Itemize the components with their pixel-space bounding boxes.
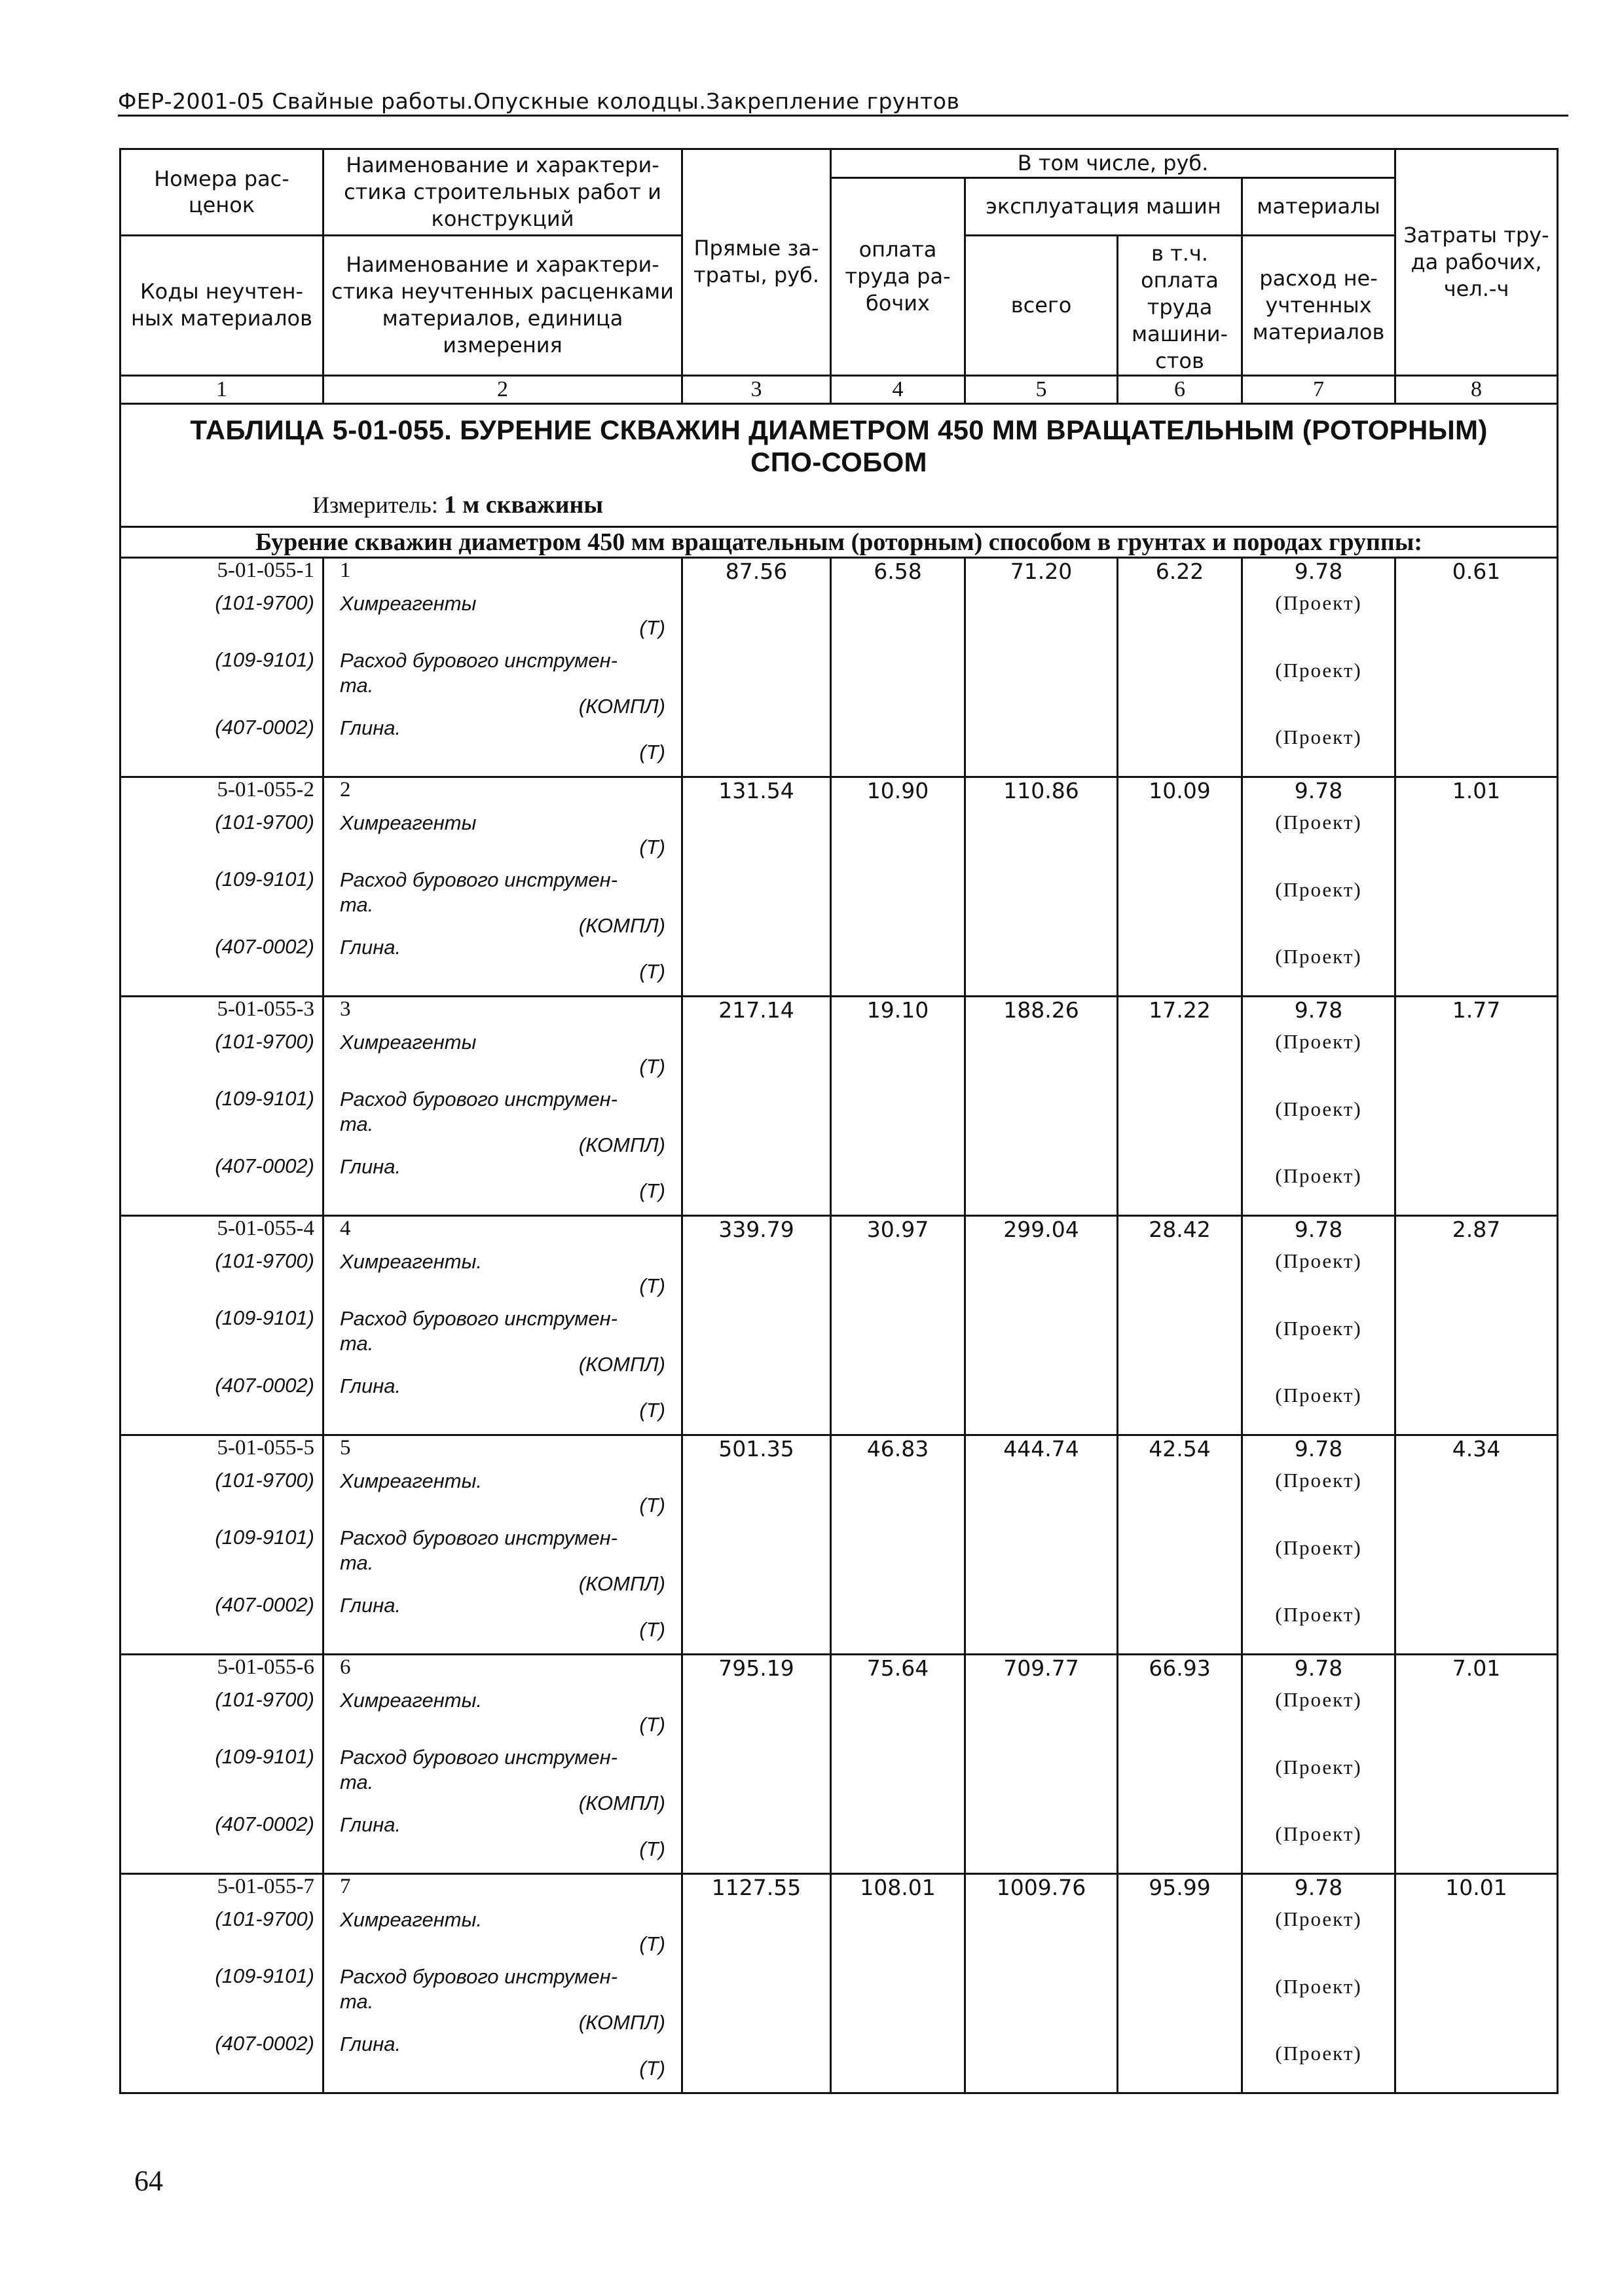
header-machines-total: всего xyxy=(965,235,1118,375)
material-unit: (Т) xyxy=(639,616,665,639)
material-name: Химреагенты xyxy=(340,591,477,615)
materials-cell xyxy=(1242,1654,1395,1873)
material-code: (407-0002) xyxy=(215,715,314,739)
materials-value: 9.78 xyxy=(1294,1216,1343,1242)
material-code: (109-9101) xyxy=(215,648,314,671)
material-unit: (Т) xyxy=(639,835,665,858)
machinist-pay-cell xyxy=(1118,1654,1242,1873)
material-name: Химреагенты. xyxy=(340,1907,483,1931)
material-unit: (КОМПЛ) xyxy=(578,1352,665,1376)
rate-code-cell xyxy=(120,777,323,996)
materials-cell xyxy=(1242,557,1395,777)
material-unit: (КОМПЛ) xyxy=(578,1791,665,1814)
labor-pay-cell xyxy=(831,996,965,1215)
material-code: (109-9101) xyxy=(215,1525,314,1549)
rate-number: 3 xyxy=(340,997,351,1021)
labor-hours-cell xyxy=(1395,1654,1558,1873)
labor-hours-cell xyxy=(1395,777,1558,996)
labor-pay-cell xyxy=(831,1873,965,2093)
machinist-pay-cell xyxy=(1118,777,1242,996)
material-project: (Проект) xyxy=(1275,944,1362,968)
labor-pay-value: 108.01 xyxy=(860,1874,936,1900)
material-name: Расход бурового инструмен-та. xyxy=(340,1306,618,1355)
column-number: 7 xyxy=(1242,375,1395,403)
labor-pay-value: 75.64 xyxy=(866,1655,929,1681)
machinist-pay-cell xyxy=(1118,1215,1242,1435)
material-unit: (Т) xyxy=(639,1712,665,1736)
material-code: (109-9101) xyxy=(215,1744,314,1768)
labor-hours-value: 2.87 xyxy=(1452,1216,1501,1242)
materials-value: 9.78 xyxy=(1294,997,1343,1023)
machinist-pay-value: 95.99 xyxy=(1149,1874,1211,1900)
page-header: ФЕР-2001-05 Свайные работы.Опускные колодцы.Закрепление грунтов xyxy=(118,88,960,114)
rate-code-cell xyxy=(120,1873,323,2093)
material-name: Глина. xyxy=(340,1813,401,1836)
machinist-pay-value: 28.42 xyxy=(1149,1216,1211,1242)
material-code: (109-9101) xyxy=(215,1086,314,1110)
header-divider xyxy=(118,115,1568,117)
machines-total-cell xyxy=(965,1654,1118,1873)
material-name: Глина. xyxy=(340,716,401,739)
labor-pay-cell xyxy=(831,557,965,777)
material-code: (101-9700) xyxy=(215,1907,314,1930)
rate-name-cell xyxy=(323,1873,682,2093)
section-title: ТАБЛИЦА 5-01-055. БУРЕНИЕ СКВАЖИН ДИАМЕТРОМ 450 ММ ВРАЩАТЕЛЬНЫМ (РОТОРНЫМ) СПО-СОБОМ xyxy=(190,414,1488,478)
machines-total-cell xyxy=(965,1215,1118,1435)
rate-code-cell xyxy=(120,1435,323,1654)
column-number: 1 xyxy=(120,375,323,403)
direct-costs-cell xyxy=(682,557,831,777)
material-project: (Проект) xyxy=(1275,658,1362,682)
machines-total-cell xyxy=(965,1873,1118,2093)
material-name: Химреагенты. xyxy=(340,1688,483,1712)
material-project: (Проект) xyxy=(1275,1822,1362,1845)
rate-name-cell xyxy=(323,996,682,1215)
rate-number: 6 xyxy=(340,1655,351,1679)
rate-name-cell xyxy=(323,557,682,777)
material-name: Глина. xyxy=(340,2032,401,2055)
machinist-pay-value: 6.22 xyxy=(1155,558,1204,584)
direct-costs-cell xyxy=(682,996,831,1215)
measure-unit-label: Измеритель: xyxy=(312,491,438,518)
labor-pay-cell xyxy=(831,777,965,996)
header-direct-costs: Прямые за-траты, руб. xyxy=(682,149,831,376)
rate-number: 2 xyxy=(340,777,351,801)
material-project: (Проект) xyxy=(1275,1974,1362,1998)
material-name: Расход бурового инструмен-та. xyxy=(340,1087,618,1135)
rate-number: 7 xyxy=(340,1874,351,1898)
machines-total-cell xyxy=(965,996,1118,1215)
labor-pay-value: 46.83 xyxy=(866,1435,929,1462)
direct-costs-cell xyxy=(682,1215,831,1435)
material-project: (Проект) xyxy=(1275,1316,1362,1340)
material-unit: (Т) xyxy=(639,1274,665,1297)
material-unit: (КОМПЛ) xyxy=(578,694,665,718)
rate-row xyxy=(120,557,1558,777)
rates-table xyxy=(119,148,1559,2094)
direct-costs-cell xyxy=(682,1873,831,2093)
material-code: (407-0002) xyxy=(215,1592,314,1616)
material-unit: (Т) xyxy=(639,959,665,983)
direct-costs-value: 501.35 xyxy=(718,1435,794,1462)
header-labor-hours: Затраты тру-да рабочих, чел.-ч xyxy=(1395,149,1558,376)
machinist-pay-value: 42.54 xyxy=(1149,1435,1211,1462)
material-code: (109-9101) xyxy=(215,1964,314,1987)
material-code: (407-0002) xyxy=(215,934,314,958)
material-unit: (Т) xyxy=(639,1398,665,1422)
rate-name-cell xyxy=(323,1435,682,1654)
material-name: Расход бурового инструмен-та. xyxy=(340,1964,618,2013)
header-rate-numbers: Номера рас-ценок xyxy=(120,149,323,236)
section-title-cell xyxy=(120,403,1558,526)
rate-code-cell xyxy=(120,557,323,777)
machines-total-cell xyxy=(965,777,1118,996)
rate-row xyxy=(120,1873,1558,2093)
measure-unit xyxy=(312,490,1517,519)
header-machinist-pay: в т.ч. оплата труда машини-стов xyxy=(1118,235,1242,375)
machinist-pay-value: 66.93 xyxy=(1149,1655,1211,1681)
machines-total-value: 709.77 xyxy=(1003,1655,1079,1681)
material-unit: (КОМПЛ) xyxy=(578,913,665,937)
material-unit: (Т) xyxy=(639,2056,665,2080)
machinist-pay-value: 17.22 xyxy=(1149,997,1211,1023)
material-name: Химреагенты xyxy=(340,1030,477,1054)
column-numbers-row xyxy=(120,375,1558,403)
material-project: (Проект) xyxy=(1275,1755,1362,1778)
direct-costs-value: 795.19 xyxy=(718,1655,794,1681)
material-project: (Проект) xyxy=(1275,725,1362,748)
machines-total-value: 110.86 xyxy=(1003,777,1079,803)
rate-code-cell xyxy=(120,1215,323,1435)
rate-row xyxy=(120,1654,1558,1873)
rate-code: 5-01-055-6 xyxy=(217,1655,314,1679)
material-name: Химреагенты. xyxy=(340,1249,483,1273)
material-unit: (Т) xyxy=(639,740,665,764)
material-unit: (Т) xyxy=(639,1837,665,1860)
material-unit: (КОМПЛ) xyxy=(578,2010,665,2034)
labor-hours-value: 10.01 xyxy=(1445,1874,1507,1900)
page-number: 64 xyxy=(134,2165,163,2197)
materials-value: 9.78 xyxy=(1294,1874,1343,1900)
machinist-pay-cell xyxy=(1118,557,1242,777)
rate-code: 5-01-055-7 xyxy=(217,1874,314,1898)
measure-unit-value: 1 м скважины xyxy=(443,490,604,519)
material-project: (Проект) xyxy=(1275,1029,1362,1053)
machines-total-cell xyxy=(965,1435,1118,1654)
materials-cell xyxy=(1242,1215,1395,1435)
material-project: (Проект) xyxy=(1275,2041,1362,2065)
material-project: (Проект) xyxy=(1275,1383,1362,1407)
rate-code: 5-01-055-2 xyxy=(217,777,314,801)
material-name: Химреагенты xyxy=(340,811,477,834)
machines-total-value: 444.74 xyxy=(1003,1435,1079,1462)
material-code: (407-0002) xyxy=(215,1812,314,1835)
material-project: (Проект) xyxy=(1275,1687,1362,1711)
material-unit: (Т) xyxy=(639,1617,665,1641)
material-project: (Проект) xyxy=(1275,877,1362,901)
labor-hours-cell xyxy=(1395,1435,1558,1654)
labor-pay-value: 6.58 xyxy=(874,558,922,584)
material-project: (Проект) xyxy=(1275,1602,1362,1626)
material-unit: (КОМПЛ) xyxy=(578,1572,665,1595)
column-number: 6 xyxy=(1118,375,1242,403)
direct-costs-cell xyxy=(682,1654,831,1873)
material-project: (Проект) xyxy=(1275,1468,1362,1492)
material-project: (Проект) xyxy=(1275,810,1362,834)
material-name: Расход бурового инструмен-та. xyxy=(340,1745,618,1794)
material-unit: (Т) xyxy=(639,1179,665,1202)
materials-cell xyxy=(1242,996,1395,1215)
labor-hours-cell xyxy=(1395,557,1558,777)
materials-value: 9.78 xyxy=(1294,558,1343,584)
direct-costs-value: 87.56 xyxy=(725,558,788,584)
labor-pay-value: 19.10 xyxy=(866,997,929,1023)
labor-pay-cell xyxy=(831,1435,965,1654)
rate-number: 1 xyxy=(340,558,351,582)
rate-row xyxy=(120,996,1558,1215)
material-project: (Проект) xyxy=(1275,1536,1362,1559)
header-machines: эксплуатация машин xyxy=(965,177,1242,235)
material-name: Расход бурового инструмен-та. xyxy=(340,1526,618,1574)
materials-cell xyxy=(1242,1873,1395,2093)
header-material-codes: Коды неучтен-ных материалов xyxy=(120,235,323,375)
material-code: (407-0002) xyxy=(215,1373,314,1397)
column-number: 2 xyxy=(323,375,682,403)
labor-hours-value: 0.61 xyxy=(1452,558,1501,584)
material-project: (Проект) xyxy=(1275,1097,1362,1120)
material-unit: (КОМПЛ) xyxy=(578,1133,665,1156)
machines-total-value: 299.04 xyxy=(1003,1216,1079,1242)
material-code: (407-0002) xyxy=(215,2031,314,2055)
machines-total-cell xyxy=(965,557,1118,777)
machines-total-value: 71.20 xyxy=(1010,558,1073,584)
material-unit: (Т) xyxy=(639,1054,665,1078)
direct-costs-value: 217.14 xyxy=(718,997,794,1023)
machinist-pay-value: 10.09 xyxy=(1149,777,1211,803)
materials-value: 9.78 xyxy=(1294,1655,1343,1681)
material-code: (109-9101) xyxy=(215,1306,314,1329)
material-code: (101-9700) xyxy=(215,1687,314,1711)
materials-cell xyxy=(1242,1435,1395,1654)
labor-hours-value: 1.77 xyxy=(1452,997,1501,1023)
machinist-pay-cell xyxy=(1118,996,1242,1215)
machinist-pay-cell xyxy=(1118,1435,1242,1654)
header-materials: материалы xyxy=(1242,177,1395,235)
labor-pay-cell xyxy=(831,1215,965,1435)
section-subtitle: Бурение скважин диаметром 450 мм вращательным (роторным) способом в грунтах и породах группы: xyxy=(120,526,1558,557)
rate-code: 5-01-055-5 xyxy=(217,1435,314,1460)
direct-costs-value: 339.79 xyxy=(718,1216,794,1242)
header-work-name: Наименование и характери-стика строительных работ и конструкций xyxy=(323,149,682,236)
material-project: (Проект) xyxy=(1275,591,1362,614)
machines-total-value: 188.26 xyxy=(1003,997,1079,1023)
material-name: Глина. xyxy=(340,935,401,959)
material-project: (Проект) xyxy=(1275,1164,1362,1187)
labor-pay-cell xyxy=(831,1654,965,1873)
labor-pay-value: 30.97 xyxy=(866,1216,929,1242)
material-code: (109-9101) xyxy=(215,867,314,891)
materials-cell xyxy=(1242,777,1395,996)
labor-hours-value: 7.01 xyxy=(1452,1655,1501,1681)
machinist-pay-cell xyxy=(1118,1873,1242,2093)
labor-hours-cell xyxy=(1395,996,1558,1215)
material-code: (407-0002) xyxy=(215,1154,314,1177)
labor-hours-value: 1.01 xyxy=(1452,777,1501,803)
column-number: 3 xyxy=(682,375,831,403)
material-project: (Проект) xyxy=(1275,1907,1362,1930)
rate-name-cell xyxy=(323,1215,682,1435)
materials-value: 9.78 xyxy=(1294,777,1343,803)
header-including: В том числе, руб. xyxy=(831,149,1395,178)
labor-pay-value: 10.90 xyxy=(866,777,929,803)
rate-name-cell xyxy=(323,1654,682,1873)
material-code: (101-9700) xyxy=(215,1468,314,1492)
column-number: 4 xyxy=(831,375,965,403)
column-number: 8 xyxy=(1395,375,1558,403)
labor-hours-cell xyxy=(1395,1873,1558,2093)
rate-code: 5-01-055-4 xyxy=(217,1216,314,1240)
material-code: (101-9700) xyxy=(215,1029,314,1053)
material-name: Расход бурового инструмен-та. xyxy=(340,648,618,697)
direct-costs-cell xyxy=(682,1435,831,1654)
header-unaccounted-materials: расход не-учтенных материалов xyxy=(1242,235,1395,375)
rate-code-cell xyxy=(120,1654,323,1873)
direct-costs-value: 1127.55 xyxy=(711,1874,802,1900)
direct-costs-cell xyxy=(682,777,831,996)
material-name: Химреагенты. xyxy=(340,1469,483,1492)
machines-total-value: 1009.76 xyxy=(996,1874,1086,1900)
rates-rows xyxy=(120,557,1558,2093)
labor-hours-value: 4.34 xyxy=(1452,1435,1501,1462)
material-name: Глина. xyxy=(340,1374,401,1397)
material-project: (Проект) xyxy=(1275,1249,1362,1272)
material-unit: (Т) xyxy=(639,1493,665,1517)
rate-row xyxy=(120,777,1558,996)
rate-row xyxy=(120,1435,1558,1654)
rate-row xyxy=(120,1215,1558,1435)
material-unit: (Т) xyxy=(639,1932,665,1955)
rate-name-cell xyxy=(323,777,682,996)
material-name: Глина. xyxy=(340,1593,401,1617)
rate-code: 5-01-055-3 xyxy=(217,997,314,1021)
direct-costs-value: 131.54 xyxy=(718,777,794,803)
material-name: Глина. xyxy=(340,1154,401,1178)
materials-value: 9.78 xyxy=(1294,1435,1343,1462)
header-labor-pay: оплата труда ра-бочих xyxy=(831,177,965,375)
header-material-names: Наименование и характери-стика неучтенных расценками материалов, единица измерения xyxy=(323,235,682,375)
material-code: (101-9700) xyxy=(215,1249,314,1272)
material-name: Расход бурового инструмен-та. xyxy=(340,868,618,916)
labor-hours-cell xyxy=(1395,1215,1558,1435)
material-code: (101-9700) xyxy=(215,810,314,834)
rate-code-cell xyxy=(120,996,323,1215)
rate-number: 4 xyxy=(340,1216,351,1240)
column-number: 5 xyxy=(965,375,1118,403)
rate-number: 5 xyxy=(340,1435,351,1460)
rate-code: 5-01-055-1 xyxy=(217,558,314,582)
material-code: (101-9700) xyxy=(215,591,314,614)
